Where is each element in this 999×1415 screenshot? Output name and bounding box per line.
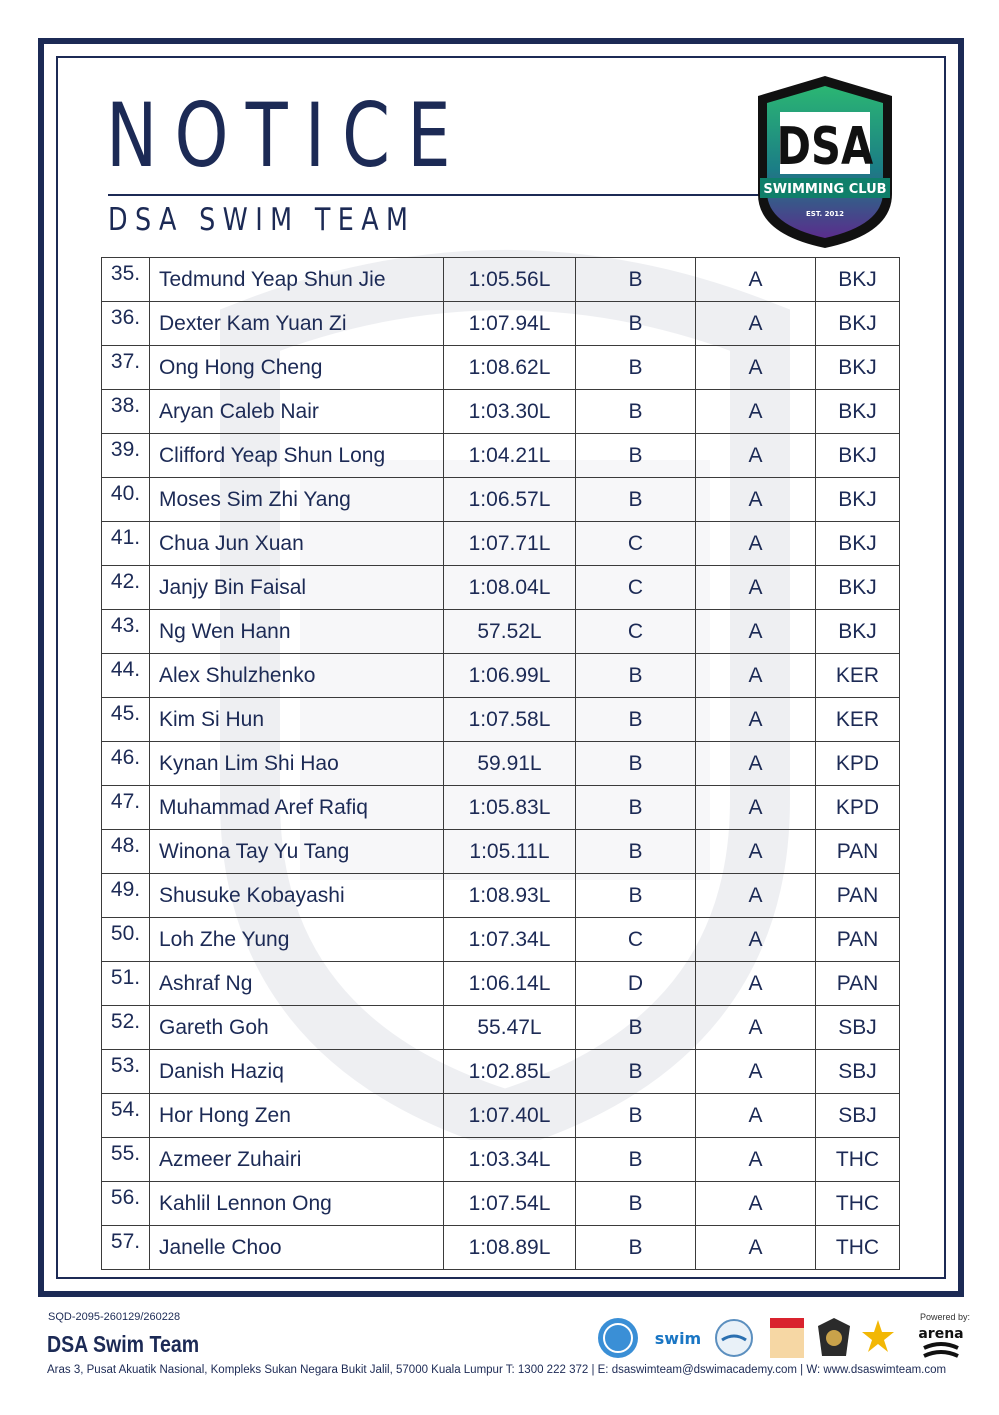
dsa-logo	[752, 74, 898, 250]
grade-cell: C	[576, 566, 696, 610]
category-cell: A	[696, 302, 816, 346]
venue-code-cell: THC	[816, 1182, 900, 1226]
row-number: 36.	[102, 302, 150, 346]
table-row	[102, 1006, 900, 1050]
venue-code-cell: PAN	[816, 918, 900, 962]
category-cell: A	[696, 610, 816, 654]
table-row	[102, 1094, 900, 1138]
swimmer-name: Shusuke Kobayashi	[150, 874, 444, 918]
row-number: 51.	[102, 962, 150, 1006]
page-subtitle: DSA SWIM TEAM	[108, 202, 416, 238]
venue-code-cell: THC	[816, 1138, 900, 1182]
swimmer-name: Janelle Choo	[150, 1226, 444, 1270]
row-number: 38.	[102, 390, 150, 434]
venue-code-cell: BKJ	[816, 302, 900, 346]
row-number: 43.	[102, 610, 150, 654]
arena-logo-text: arena	[918, 1326, 964, 1342]
category-cell: A	[696, 654, 816, 698]
category-cell: A	[696, 434, 816, 478]
swimmer-name: Winona Tay Yu Tang	[150, 830, 444, 874]
venue-code-cell: SBJ	[816, 1006, 900, 1050]
table-row	[102, 434, 900, 478]
grade-cell: D	[576, 962, 696, 1006]
row-number: 56.	[102, 1182, 150, 1226]
venue-code-cell: BKJ	[816, 434, 900, 478]
swimmer-name: Tedmund Yeap Shun Jie	[150, 258, 444, 302]
grade-cell: B	[576, 698, 696, 742]
category-cell: A	[696, 830, 816, 874]
table-row	[102, 610, 900, 654]
grade-cell: B	[576, 478, 696, 522]
category-cell: A	[696, 390, 816, 434]
category-cell: A	[696, 874, 816, 918]
swimmer-name: Kim Si Hun	[150, 698, 444, 742]
row-number: 53.	[102, 1050, 150, 1094]
venue-code-cell: KPD	[816, 786, 900, 830]
grade-cell: B	[576, 654, 696, 698]
grade-cell: B	[576, 830, 696, 874]
swim-time: 1:04.21L	[444, 434, 576, 478]
category-cell: A	[696, 786, 816, 830]
row-number: 54.	[102, 1094, 150, 1138]
category-cell: A	[696, 258, 816, 302]
venue-code-cell: THC	[816, 1226, 900, 1270]
swimmer-name: Azmeer Zuhairi	[150, 1138, 444, 1182]
category-cell: A	[696, 346, 816, 390]
logo-est-text: EST. 2012	[805, 210, 845, 218]
winner-award-icon	[770, 1318, 804, 1358]
table-row	[102, 742, 900, 786]
swim-time: 1:06.57L	[444, 478, 576, 522]
row-number: 37.	[102, 346, 150, 390]
table-row	[102, 390, 900, 434]
swimmer-name: Kynan Lim Shi Hao	[150, 742, 444, 786]
venue-code-cell: KER	[816, 654, 900, 698]
row-number: 44.	[102, 654, 150, 698]
venue-code-cell: BKJ	[816, 258, 900, 302]
swim-time: 1:06.99L	[444, 654, 576, 698]
swim-time: 1:03.30L	[444, 390, 576, 434]
footer-contact-line: Aras 3, Pusat Akuatik Nasional, Kompleks Sukan Negara Bukit Jalil, 57000 Kuala Lumpur T: 1300 222 372 | E: dsaswimteam@dswimacademy.com | W: www.dsaswimteam.com	[47, 1364, 947, 1376]
category-cell: A	[696, 962, 816, 1006]
swim-time: 1:07.71L	[444, 522, 576, 566]
grade-cell: C	[576, 918, 696, 962]
table-row	[102, 654, 900, 698]
row-number: 40.	[102, 478, 150, 522]
venue-code-cell: PAN	[816, 830, 900, 874]
table-row	[102, 522, 900, 566]
swim-time: 1:08.62L	[444, 346, 576, 390]
title-divider	[108, 194, 768, 196]
table-row	[102, 1138, 900, 1182]
swimmer-name: Chua Jun Xuan	[150, 522, 444, 566]
arena-logo	[918, 1324, 964, 1360]
venue-code-cell: BKJ	[816, 346, 900, 390]
table-row	[102, 962, 900, 1006]
swimmer-name: Alex Shulzhenko	[150, 654, 444, 698]
swim-time: 1:05.83L	[444, 786, 576, 830]
table-row	[102, 874, 900, 918]
venue-code-cell: KPD	[816, 742, 900, 786]
venue-code-cell: PAN	[816, 874, 900, 918]
table-row	[102, 302, 900, 346]
grade-cell: B	[576, 302, 696, 346]
document-reference: SQD-2095-260129/260228	[48, 1311, 181, 1323]
swim-time: 1:06.14L	[444, 962, 576, 1006]
table-row	[102, 478, 900, 522]
table-row	[102, 830, 900, 874]
grade-cell: B	[576, 1182, 696, 1226]
swimmer-name: Danish Haziq	[150, 1050, 444, 1094]
venue-code-cell: KER	[816, 698, 900, 742]
swimmer-name: Ashraf Ng	[150, 962, 444, 1006]
venue-code-cell: BKJ	[816, 566, 900, 610]
swimmer-name: Aryan Caleb Nair	[150, 390, 444, 434]
row-number: 46.	[102, 742, 150, 786]
table-row	[102, 1226, 900, 1270]
grade-cell: B	[576, 1226, 696, 1270]
venue-code-cell: BKJ	[816, 390, 900, 434]
swim-time: 1:08.04L	[444, 566, 576, 610]
grade-cell: B	[576, 390, 696, 434]
swim-time: 1:07.94L	[444, 302, 576, 346]
swim-time: 59.91L	[444, 742, 576, 786]
swimmer-name: Ong Hong Cheng	[150, 346, 444, 390]
venue-code-cell: BKJ	[816, 522, 900, 566]
logo-sub-text: SWIMMING CLUB	[763, 182, 887, 197]
swim-time: 1:08.89L	[444, 1226, 576, 1270]
swim-time: 1:05.56L	[444, 258, 576, 302]
row-number: 55.	[102, 1138, 150, 1182]
swim-time: 1:02.85L	[444, 1050, 576, 1094]
table-row	[102, 258, 900, 302]
venue-code-cell: BKJ	[816, 610, 900, 654]
grade-cell: B	[576, 874, 696, 918]
table-row	[102, 698, 900, 742]
swimmer-name: Dexter Kam Yuan Zi	[150, 302, 444, 346]
category-cell: A	[696, 478, 816, 522]
powered-by-label: Powered by:	[920, 1312, 971, 1322]
row-number: 50.	[102, 918, 150, 962]
category-cell: A	[696, 742, 816, 786]
row-number: 42.	[102, 566, 150, 610]
category-cell: A	[696, 1226, 816, 1270]
swim-time: 1:07.34L	[444, 918, 576, 962]
grade-cell: B	[576, 346, 696, 390]
category-cell: A	[696, 918, 816, 962]
swimmer-name: Kahlil Lennon Ong	[150, 1182, 444, 1226]
swim-time: 1:07.40L	[444, 1094, 576, 1138]
category-cell: A	[696, 1138, 816, 1182]
row-number: 41.	[102, 522, 150, 566]
row-number: 49.	[102, 874, 150, 918]
australian-swim-badge-icon	[650, 1322, 706, 1356]
grade-cell: B	[576, 786, 696, 830]
table-row	[102, 1182, 900, 1226]
category-cell: A	[696, 566, 816, 610]
swim-time: 1:05.11L	[444, 830, 576, 874]
swim-time: 1:08.93L	[444, 874, 576, 918]
table-row	[102, 1050, 900, 1094]
grade-cell: B	[576, 742, 696, 786]
swimmer-name: Janjy Bin Faisal	[150, 566, 444, 610]
swim-time: 1:07.54L	[444, 1182, 576, 1226]
swimmer-name: Gareth Goh	[150, 1006, 444, 1050]
recognised-badge-icon	[596, 1316, 640, 1360]
grade-cell: C	[576, 610, 696, 654]
table-row	[102, 346, 900, 390]
swimmer-name: Muhammad Aref Rafiq	[150, 786, 444, 830]
logo-main-text: DSA	[776, 116, 874, 178]
table-row	[102, 786, 900, 830]
certified-badge-icon	[714, 1318, 754, 1358]
page-title: NOTICE	[106, 84, 468, 187]
swim-time: 1:03.34L	[444, 1138, 576, 1182]
row-number: 45.	[102, 698, 150, 742]
swim-time: 57.52L	[444, 610, 576, 654]
swimmer-name: Clifford Yeap Shun Long	[150, 434, 444, 478]
roster-table	[101, 257, 900, 1270]
venue-code-cell: SBJ	[816, 1050, 900, 1094]
grade-cell: B	[576, 258, 696, 302]
swimmer-name: Loh Zhe Yung	[150, 918, 444, 962]
swim-time: 1:07.58L	[444, 698, 576, 742]
venue-code-cell: SBJ	[816, 1094, 900, 1138]
row-number: 52.	[102, 1006, 150, 1050]
category-cell: A	[696, 1006, 816, 1050]
category-cell: A	[696, 1182, 816, 1226]
grade-cell: B	[576, 1094, 696, 1138]
footer-org-name: DSA Swim Team	[47, 1331, 200, 1357]
grade-cell: C	[576, 522, 696, 566]
row-number: 48.	[102, 830, 150, 874]
category-cell: A	[696, 1050, 816, 1094]
row-number: 57.	[102, 1226, 150, 1270]
venue-code-cell: PAN	[816, 962, 900, 1006]
swimmer-name: Ng Wen Hann	[150, 610, 444, 654]
grade-cell: B	[576, 434, 696, 478]
venue-code-cell: BKJ	[816, 478, 900, 522]
table-row	[102, 566, 900, 610]
award-crest-icon	[816, 1316, 852, 1360]
grade-cell: B	[576, 1050, 696, 1094]
swimmer-name: Moses Sim Zhi Yang	[150, 478, 444, 522]
grade-cell: B	[576, 1006, 696, 1050]
row-number: 47.	[102, 786, 150, 830]
category-cell: A	[696, 1094, 816, 1138]
row-number: 35.	[102, 258, 150, 302]
svg-text:swim: swim	[654, 1329, 702, 1348]
table-row	[102, 918, 900, 962]
swim-time: 55.47L	[444, 1006, 576, 1050]
category-cell: A	[696, 698, 816, 742]
grade-cell: B	[576, 1138, 696, 1182]
swimmer-name: Hor Hong Zen	[150, 1094, 444, 1138]
star-award-icon	[860, 1318, 896, 1360]
row-number: 39.	[102, 434, 150, 478]
category-cell: A	[696, 522, 816, 566]
